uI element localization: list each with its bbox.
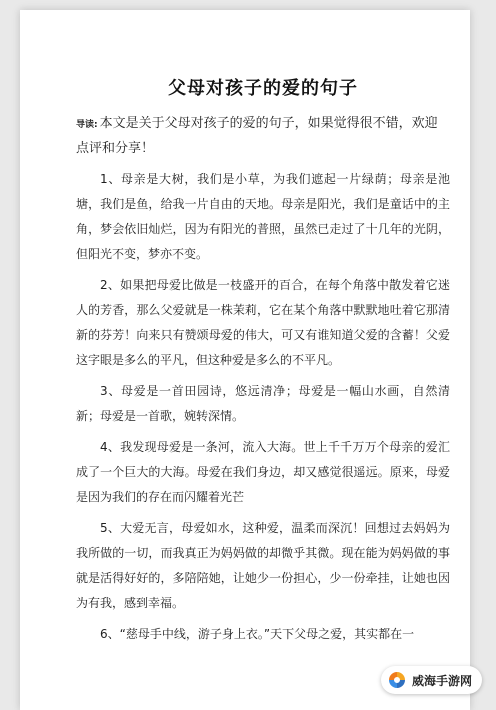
paragraph-4: 4、我发现母爱是一条河，流入大海。世上千千万万个母亲的爱汇成了一个巨大的大海。母爱在我们身边，却又感觉很遥远。原来，母爱是因为我们的存在而闪耀着光芒	[76, 440, 450, 504]
paragraph-5: 5、大爱无言，母爱如水，这种爱，温柔而深沉！回想过去妈妈为我所做的一切，而我真正为妈妈做的却微乎其微。现在能为妈妈做的事就是活得好好的，多陪陪她，让她少一份担心，少一份牵挂，让她也因为有我，感到幸福。	[76, 521, 450, 610]
document-title: 父母对孩子的爱的句子	[168, 78, 358, 99]
watermark-text: 威海手游网	[411, 673, 472, 688]
document-page	[20, 10, 470, 710]
paragraph-2: 2、如果把母爱比做是一枝盛开的百合，在每个角落中散发着它迷人的芳香，那么父爱就是一株茉莉，它在某个角落中默默地吐着它那清新的芬芳！向来只有赞颂母爱的伟大，可又有谁知道父爱的含蓄！父爱这字眼是多么的平凡，但这种爱是多么的不平凡。	[76, 278, 450, 367]
intro-text: 本文是关于父母对孩子的爱的句子，如果觉得很不错，欢迎点评和分享！	[76, 116, 438, 156]
document-content	[76, 74, 450, 653]
site-watermark[interactable]	[381, 666, 482, 694]
intro-label: 导读:	[76, 120, 98, 130]
intro-paragraph	[76, 112, 450, 161]
swirl-logo-icon	[387, 670, 407, 690]
paragraph-3: 3、母爱是一首田园诗，悠远清净；母爱是一幅山水画，自然清新；母爱是一首歌，婉转深情。	[76, 384, 450, 423]
paragraph-1: 1、母亲是大树，我们是小草，为我们遮起一片绿荫；母亲是池塘，我们是鱼，给我一片自由的天地。母亲是阳光，我们是童话中的主角，梦会依旧灿烂，因为有阳光的普照，虽然已走过了十几年的光阴，但阳光不变，梦亦不变。	[76, 172, 450, 261]
paragraph-6: 6、“慈母手中线，游子身上衣。”天下父母之爱，其实都在一	[100, 627, 415, 641]
